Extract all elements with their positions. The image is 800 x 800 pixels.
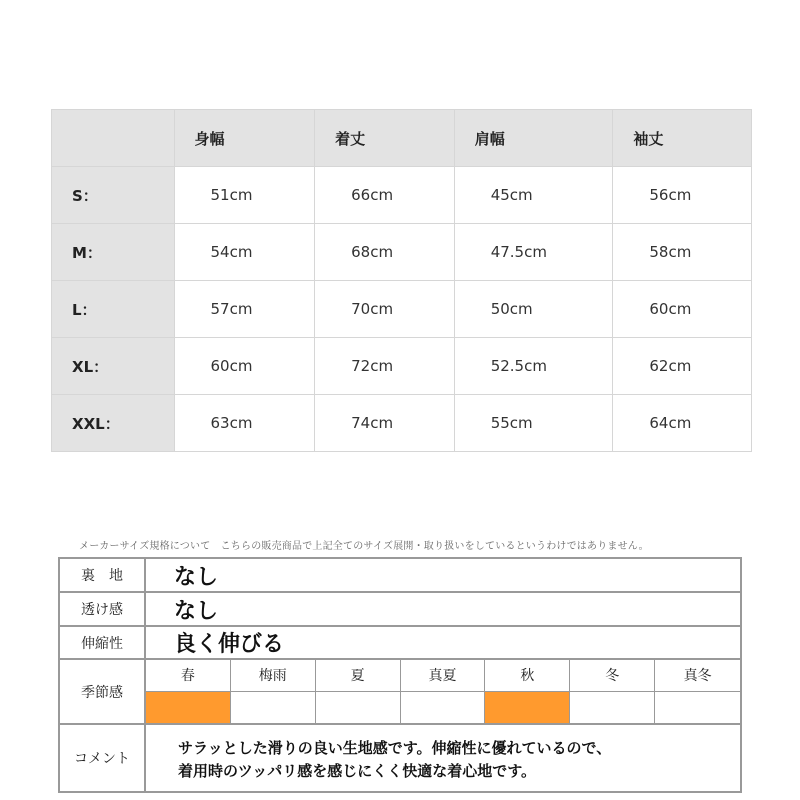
season-indicator — [231, 692, 316, 724]
season-name: 春 — [146, 660, 231, 692]
table-cell: 60cm — [174, 338, 315, 395]
size-label: XL： — [52, 338, 175, 395]
table-cell: 60cm — [613, 281, 752, 338]
table-cell: 72cm — [315, 338, 455, 395]
sheer-row — [60, 593, 740, 627]
season-indicator — [655, 692, 740, 724]
table-cell: 52.5cm — [454, 338, 613, 395]
comment-row — [60, 725, 740, 791]
table-row — [52, 338, 752, 395]
table-cell: 64cm — [613, 395, 752, 452]
stretch-row — [60, 627, 740, 660]
season-name: 秋 — [485, 660, 570, 692]
stretch-label: 伸縮性 — [60, 627, 146, 658]
table-cell: 54cm — [174, 224, 315, 281]
size-note: メーカーサイズ規格について こちらの販売商品で上記全てのサイズ展開・取り扱いをしているというわけではありません。 — [79, 541, 649, 552]
lining-label: 裏 地 — [60, 559, 146, 591]
season-row — [60, 660, 740, 725]
table-cell: 68cm — [315, 224, 455, 281]
table-cell: 58cm — [613, 224, 752, 281]
season-indicator — [485, 692, 570, 724]
table-row — [52, 281, 752, 338]
season-name: 夏 — [316, 660, 401, 692]
lining-row — [60, 559, 740, 593]
comment-label: コメント — [60, 725, 146, 791]
table-row — [52, 224, 752, 281]
header-shoulder: 肩幅 — [454, 110, 613, 167]
table-cell: 51cm — [174, 167, 315, 224]
header-body-width: 身幅 — [174, 110, 315, 167]
season-indicator — [146, 692, 231, 724]
season-grid — [146, 660, 740, 723]
season-name: 梅雨 — [231, 660, 316, 692]
table-cell: 74cm — [315, 395, 455, 452]
sheer-value: なし — [174, 598, 219, 624]
header-sleeve: 袖丈 — [613, 110, 752, 167]
season-indicator — [316, 692, 401, 724]
table-cell: 66cm — [315, 167, 455, 224]
table-row — [52, 167, 752, 224]
lining-value: なし — [174, 564, 219, 590]
table-cell: 56cm — [613, 167, 752, 224]
comment-text — [146, 725, 740, 791]
season-label: 季節感 — [60, 660, 146, 723]
size-label: M： — [52, 224, 175, 281]
size-label: XXL： — [52, 395, 175, 452]
table-cell: 55cm — [454, 395, 613, 452]
table-cell: 57cm — [174, 281, 315, 338]
season-name: 冬 — [570, 660, 655, 692]
season-name: 真冬 — [655, 660, 740, 692]
stretch-value: 良く伸びる — [174, 632, 285, 657]
season-name: 真夏 — [401, 660, 486, 692]
season-indicator — [570, 692, 655, 724]
comment-line: サラッとした滑りの良い生地感です。伸縮性に優れているので、 — [178, 739, 612, 757]
size-label: L： — [52, 281, 175, 338]
size-label: S： — [52, 167, 175, 224]
table-row — [52, 395, 752, 452]
table-cell: 63cm — [174, 395, 315, 452]
table-cell: 70cm — [315, 281, 455, 338]
size-table-header — [52, 110, 752, 167]
season-indicator — [401, 692, 486, 724]
header-corner — [52, 110, 175, 167]
table-cell: 50cm — [454, 281, 613, 338]
sheer-label: 透け感 — [60, 593, 146, 625]
table-cell: 45cm — [454, 167, 613, 224]
header-length: 着丈 — [315, 110, 455, 167]
material-table — [58, 557, 742, 793]
table-cell: 47.5cm — [454, 224, 613, 281]
comment-line: 着用時のツッパリ感を感じにくく快適な着心地です。 — [178, 762, 537, 780]
table-cell: 62cm — [613, 338, 752, 395]
size-table — [51, 109, 752, 452]
